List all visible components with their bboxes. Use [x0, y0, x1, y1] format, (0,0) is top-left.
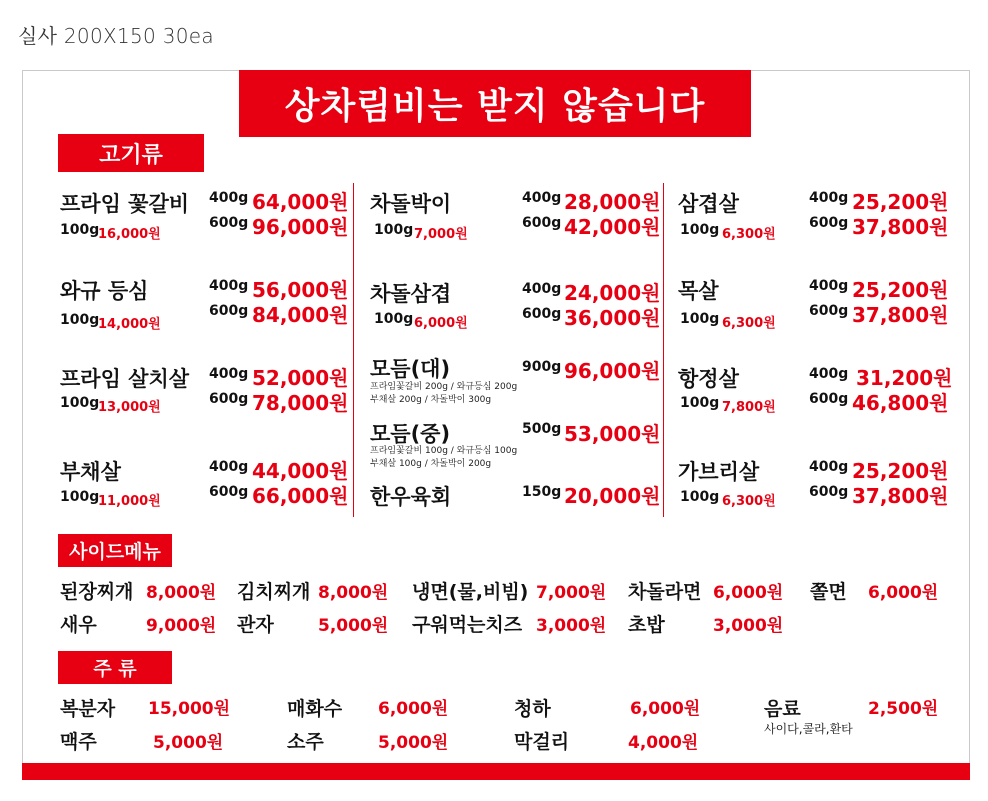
price-1: 64,000원 — [252, 190, 349, 214]
item-name: 와규 등심 — [60, 279, 149, 303]
price: 96,000원 — [564, 359, 661, 383]
item-price: 6,000원 — [630, 699, 701, 719]
composition-line-2: 부채살 200g / 차돌박이 300g — [370, 395, 492, 405]
item-name: 모듬(대) — [370, 357, 451, 381]
unit-weight: 100g — [60, 222, 100, 238]
item-price: 15,000원 — [148, 699, 231, 719]
item-name: 음료 — [764, 698, 801, 720]
unit-price: 16,000원 — [98, 227, 161, 242]
item-name: 소주 — [287, 731, 324, 753]
item-name: 가브리살 — [678, 460, 760, 484]
item-name: 프라임 살치살 — [60, 367, 190, 391]
weight: 900g — [522, 359, 562, 375]
weight-1: 400g — [209, 366, 249, 382]
weight-1: 400g — [809, 190, 849, 206]
item-name: 삼겹살 — [678, 192, 739, 216]
item-price: 6,000원 — [868, 583, 939, 603]
weight-2: 600g — [809, 484, 849, 500]
item-name: 김치찌개 — [237, 581, 311, 603]
unit-price: 13,000원 — [98, 400, 161, 415]
weight-1: 400g — [209, 190, 249, 206]
unit-price: 7,800원 — [722, 400, 776, 415]
weight-2: 600g — [522, 306, 562, 322]
item-price: 6,000원 — [378, 699, 449, 719]
item-name: 새우 — [60, 614, 97, 636]
footer-bar — [22, 763, 970, 780]
item-name: 관자 — [237, 614, 274, 636]
unit-price: 11,000원 — [98, 494, 161, 509]
unit-weight: 100g — [60, 312, 100, 328]
price: 53,000원 — [564, 422, 661, 446]
weight-2: 600g — [809, 215, 849, 231]
weight-1: 400g — [809, 366, 849, 382]
price-2: 36,000원 — [564, 306, 661, 330]
item-price: 5,000원 — [153, 733, 224, 753]
weight-2: 600g — [209, 215, 249, 231]
item-name: 쫄면 — [810, 581, 847, 603]
weight: 150g — [522, 484, 562, 500]
item-name: 부채살 — [60, 460, 121, 484]
unit-weight: 100g — [374, 311, 414, 327]
item-name: 복분자 — [60, 698, 116, 720]
unit-weight: 100g — [680, 311, 720, 327]
column-divider-1 — [353, 183, 354, 517]
unit-price: 6,000원 — [414, 316, 468, 331]
price-1: 52,000원 — [252, 366, 349, 390]
item-name: 맥주 — [60, 731, 97, 753]
unit-price: 7,000원 — [414, 227, 468, 242]
section-side: 사이드메뉴 — [58, 534, 172, 567]
item-name: 구워먹는치즈 — [412, 614, 523, 636]
item-price: 3,000원 — [536, 616, 607, 636]
weight: 500g — [522, 421, 562, 437]
item-price: 4,000원 — [628, 733, 699, 753]
price-2: 96,000원 — [252, 215, 349, 239]
item-price: 2,500원 — [868, 699, 939, 719]
item-name: 모듬(중) — [370, 422, 451, 446]
item-name: 항정살 — [678, 367, 739, 391]
item-name: 초밥 — [628, 614, 665, 636]
unit-price: 6,300원 — [722, 316, 776, 331]
item-price: 6,000원 — [713, 583, 784, 603]
unit-weight: 100g — [60, 395, 100, 411]
unit-price: 6,300원 — [722, 227, 776, 242]
weight-1: 400g — [209, 278, 249, 294]
price-2: 37,800원 — [852, 215, 949, 239]
item-name: 차돌라면 — [628, 581, 702, 603]
unit-weight: 100g — [60, 489, 100, 505]
weight-2: 600g — [209, 391, 249, 407]
price-1: 31,200원 — [856, 366, 953, 390]
price-2: 78,000원 — [252, 391, 349, 415]
item-name: 차돌삼겹 — [370, 282, 452, 306]
item-name: 프라임 꽃갈비 — [60, 192, 190, 216]
item-price: 8,000원 — [146, 583, 217, 603]
item-name: 막걸리 — [514, 731, 570, 753]
price-2: 46,800원 — [852, 391, 949, 415]
item-name: 냉면(물,비빔) — [412, 581, 529, 603]
price-1: 25,200원 — [852, 278, 949, 302]
price-2: 84,000원 — [252, 303, 349, 327]
unit-weight: 100g — [680, 489, 720, 505]
unit-price: 14,000원 — [98, 317, 161, 332]
item-name: 된장찌개 — [60, 581, 134, 603]
item-price: 8,000원 — [318, 583, 389, 603]
section-meat: 고기류 — [58, 134, 204, 172]
price-1: 44,000원 — [252, 459, 349, 483]
price-2: 37,800원 — [852, 484, 949, 508]
item-price: 9,000원 — [146, 616, 217, 636]
price-1: 25,200원 — [852, 190, 949, 214]
weight-1: 400g — [809, 278, 849, 294]
item-price: 5,000원 — [378, 733, 449, 753]
unit-weight: 100g — [680, 395, 720, 411]
weight-2: 600g — [522, 215, 562, 231]
weight-2: 600g — [809, 303, 849, 319]
composition-line-1: 프라임꽃갈비 200g / 와규등심 200g — [370, 382, 518, 392]
weight-1: 400g — [522, 281, 562, 297]
price-1: 28,000원 — [564, 190, 661, 214]
composition-line-1: 프라임꽃갈비 100g / 와규등심 100g — [370, 446, 518, 456]
item-name: 매화수 — [287, 698, 343, 720]
weight-2: 600g — [209, 484, 249, 500]
item-price: 5,000원 — [318, 616, 389, 636]
section-drinks: 주 류 — [58, 651, 172, 684]
item-name: 목살 — [678, 279, 719, 303]
price-2: 66,000원 — [252, 484, 349, 508]
weight-1: 400g — [522, 190, 562, 206]
column-divider-2 — [663, 183, 664, 517]
weight-1: 400g — [209, 459, 249, 475]
weight-2: 600g — [809, 391, 849, 407]
price-1: 25,200원 — [852, 459, 949, 483]
weight-2: 600g — [209, 303, 249, 319]
item-name: 한우육회 — [370, 485, 452, 509]
item-name: 차돌박이 — [370, 192, 452, 216]
spec-caption: 실사 200X150 30ea — [18, 24, 214, 48]
composition-line-2: 부채살 100g / 차돌박이 200g — [370, 459, 492, 469]
item-price: 3,000원 — [713, 616, 784, 636]
price-1: 56,000원 — [252, 278, 349, 302]
item-name: 청하 — [514, 698, 551, 720]
title-banner: 상차림비는 받지 않습니다 — [239, 70, 751, 137]
unit-weight: 100g — [680, 222, 720, 238]
price-2: 37,800원 — [852, 303, 949, 327]
unit-weight: 100g — [374, 222, 414, 238]
price: 20,000원 — [564, 484, 661, 508]
item-note: 사이다,콜라,환타 — [764, 722, 853, 736]
price-1: 24,000원 — [564, 281, 661, 305]
item-price: 7,000원 — [536, 583, 607, 603]
unit-price: 6,300원 — [722, 494, 776, 509]
weight-1: 400g — [809, 459, 849, 475]
price-2: 42,000원 — [564, 215, 661, 239]
